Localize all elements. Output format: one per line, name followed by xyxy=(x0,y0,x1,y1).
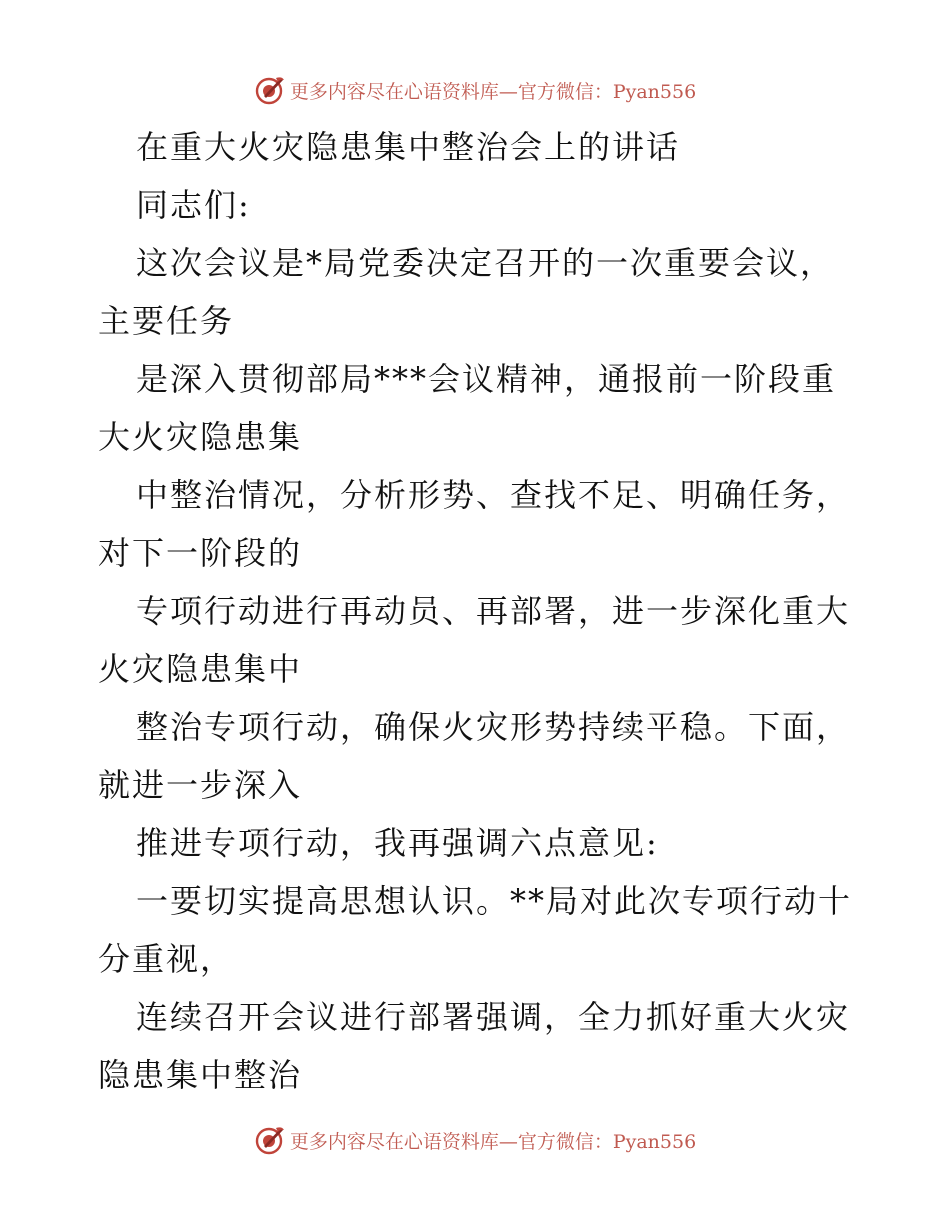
paragraph-line: 是深入贯彻部局***会议精神，通报前一阶段重 xyxy=(136,360,837,398)
paragraph-line: 在重大火灾隐患集中整治会上的讲话 xyxy=(136,128,681,166)
paragraph-line: 这次会议是*局党委决定召开的一次重要会议， xyxy=(136,244,835,282)
paragraph-line: 专项行动进行再动员、再部署，进一步深化重大 xyxy=(136,592,851,630)
footer-banner-text: 更多内容尽在心语资料库—官方微信：Pyan556 xyxy=(289,1130,697,1153)
document-body xyxy=(98,118,858,1104)
paragraph-line: 中整治情况，分析形势、查找不足、明确任务， xyxy=(136,476,851,514)
paragraph-line: 对下一阶段的 xyxy=(98,534,303,572)
paragraph-line: 连续召开会议进行部署强调，全力抓好重大火灾 xyxy=(136,998,851,1036)
paragraph-line: 一要切实提高思想认识。**局对此次专项行动十 xyxy=(136,882,853,920)
paragraph-line: 分重视， xyxy=(98,940,235,978)
quill-logo-icon xyxy=(254,1124,286,1156)
header-watermark-banner xyxy=(0,70,950,110)
paragraph-line: 主要任务 xyxy=(98,302,235,340)
paragraph-line: 同志们: xyxy=(136,186,251,224)
paragraph-line: 整治专项行动，确保火灾形势持续平稳。下面， xyxy=(136,708,851,746)
paragraph-line: 火灾隐患集中 xyxy=(98,650,303,688)
paragraph-line: 就进一步深入 xyxy=(98,766,303,804)
header-banner-text: 更多内容尽在心语资料库—官方微信：Pyan556 xyxy=(289,80,697,103)
paragraph-line: 隐患集中整治 xyxy=(98,1056,303,1094)
paragraph-line: 推进专项行动，我再强调六点意见: xyxy=(136,824,659,862)
footer-watermark-banner xyxy=(0,1120,950,1160)
paragraph-line: 大火灾隐患集 xyxy=(98,418,303,456)
quill-logo-icon xyxy=(254,74,286,106)
